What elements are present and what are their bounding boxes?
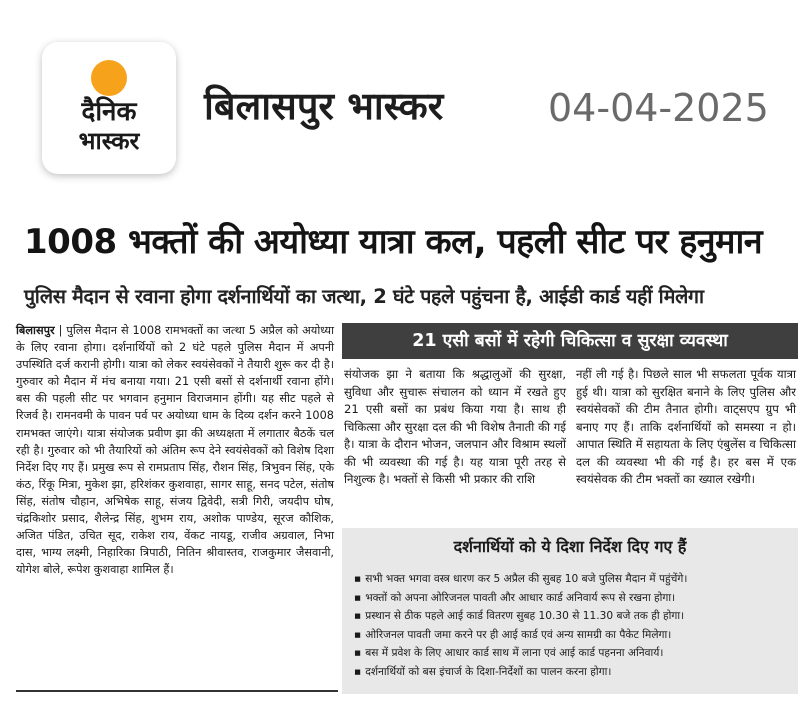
logo-text-line2: भास्कर [78,127,140,155]
list-item: ▪ भक्तों को अपना ओरिजनल पावती और आधार कार्ड अनिवार्य रूप से रखना होगा। [354,591,676,604]
list-item: ▪ दर्शनार्थियों को बस इंचार्ज के दिशा-निर्देशों का पालन करना होगा। [354,665,612,678]
dateline: बिलासपुर [16,324,55,337]
box-column-2: नहीं ली गई है। पिछले साल भी सफलता पूर्वक यात्रा हुई थी। यात्रा को सुरक्षित बनाने के लिए पुलिस और स्वयंसेवकों की टीम तैनात होगी। वाट्सएप ग्रुप भी बनाए गए हैं। ताकि दर्शनार्थियों को समस्या न हो। आपात स्थिति में सहायता के लिए एंबुलेंस व चिकित्सा दल की व्यवस्था भी की गई है। हर बस में एक स्वयंसेवक की टीम भक्तों का ख्याल रखेगी। [576,367,796,486]
article-intro-text: | पुलिस मैदान से 1008 रामभक्तों का जत्था 5 अप्रैल को अयोध्या के लिए रवाना होगा। दर्शनार्थियों को 2 घंटे पहले पुलिस मैदान में अपनी उपस्थिति दर्ज करानी होगी। यात्रा को लेकर स्वयंसेवकों ने तैयारी शुरू कर दी है। गुरुवार को मैदान में मंच बनाया गया। 21 एसी बसों से दर्शनार्थी रवाना होंगे। बस की पहली सीट पर भगवान हनुमान विराजमान होंगी। यह सीट पहले से रिजर्व है। रामनवमी के पावन पर्व पर अयोध्या धाम के दिव्य दर्शन करने 1008 रामभक्त जाएंगे। यात्रा संयोजक प्रवीण झा की अध्यक्षता में लगातार बैठकें चल रही है। गुरुवार को भी तैयारियों को अंतिम रूप देने स्वयंसेवकों को विशेष दिशा निर्देश दिए गए हैं। प्रमुख रूप से रामप्रताप सिंह, रौशन सिंह, त्रिभुवन सिंह, एके कंठ, रिंकू मित्रा, मुकेश झा, हरिशंकर कुशवाहा, सागर साहू, सनद पटेल, संतोष सिंह, संतोष चौहान, अभिषेक साहू, संजय द्विवेदी, सत्री गिरी, जयदीप घोष, चंद्रकिशोर प्रसाद, शैलेन्द्र सिंह, शुभम राय, अशोक पाण्डेय, सूरज कौशिक, अजित पंडित, उचित सूद, राकेश राय, वेंकट नायडू, राजीव अग्रवाल, निभा दास, भाग्य लक्ष्मी, निहारिका त्रिपाठी, नितिन श्रीवास्तव, राजकुमार जैसवानी, योगेश बोले, रूपेश कुशवाहा शामिल हैं। [16,324,334,577]
edition-name: बिलासपुर भास्कर [204,84,444,128]
list-item: ▪ बस में प्रवेश के लिए आधार कार्ड साथ में लाना एवं आई कार्ड पहनना अनिवार्य। [354,647,664,660]
guidelines-title: दर्शनार्थियों को ये दिशा निर्देश दिए गए हैं [453,537,687,556]
guidelines-list [354,570,794,682]
column-bottom-rule [16,690,338,692]
sun-logo-icon [91,60,127,96]
list-item: ▪ सभी भक्त भगवा वस्त्र धारण कर 5 अप्रैल की सुबह 10 बजे पुलिस मैदान में पहुंचेंगे। [354,573,688,585]
guidelines-box [342,528,798,694]
bullet-icon: ▪ [354,591,362,604]
logo-text-line1: दैनिक [81,97,137,127]
list-item: ▪ प्रस्थान से ठीक पहले आई कार्ड वितरण सुबह 10.30 से 11.30 बजे तक ही होगा। [354,610,685,623]
article-subheadline: पुलिस मैदान से रवाना होगा दर्शनार्थियों का जत्था, 2 घंटे पहले पहुंचना है, आईडी कार्ड यहीं मिलेगा [24,285,704,308]
article-headline: 1008 भक्तों की अयोध्या यात्रा कल, पहली सीट पर हनुमान [24,222,763,262]
bullet-icon: ▪ [354,573,362,585]
box-column-1: संयोजक झा ने बताया कि श्रद्धालुओं की सुरक्षा, सुविधा और सुचारू संचालन को ध्यान में रखते हुए 21 एसी बसों का प्रबंध किया गया है। साथ ही चिकित्सा और सुरक्षा दल की भी विशेष तैनाती की गई है। यात्रा के दौरान भोजन, जलपान और विश्राम स्थलों की भी व्यवस्था की गई है। यह यात्रा पूरी तरह से निशुल्क है। भक्तों से किसी भी प्रकार की राशि [344,367,566,486]
bullet-icon: ▪ [354,628,362,641]
dainik-bhaskar-logo [42,42,176,174]
bullet-icon: ▪ [354,610,362,623]
list-item: ▪ ओरिजनल पावती जमा करने पर ही आई कार्ड एवं अन्य सामग्री का पैकेट मिलेगा। [354,628,672,641]
bullet-icon: ▪ [354,647,362,660]
box-heading: 21 एसी बसों में रहेगी चिकित्सा व सुरक्षा व्यवस्था [342,323,798,359]
bullet-icon: ▪ [354,665,362,678]
article-body [16,322,334,578]
publication-date: 04-04-2025 [548,86,769,130]
